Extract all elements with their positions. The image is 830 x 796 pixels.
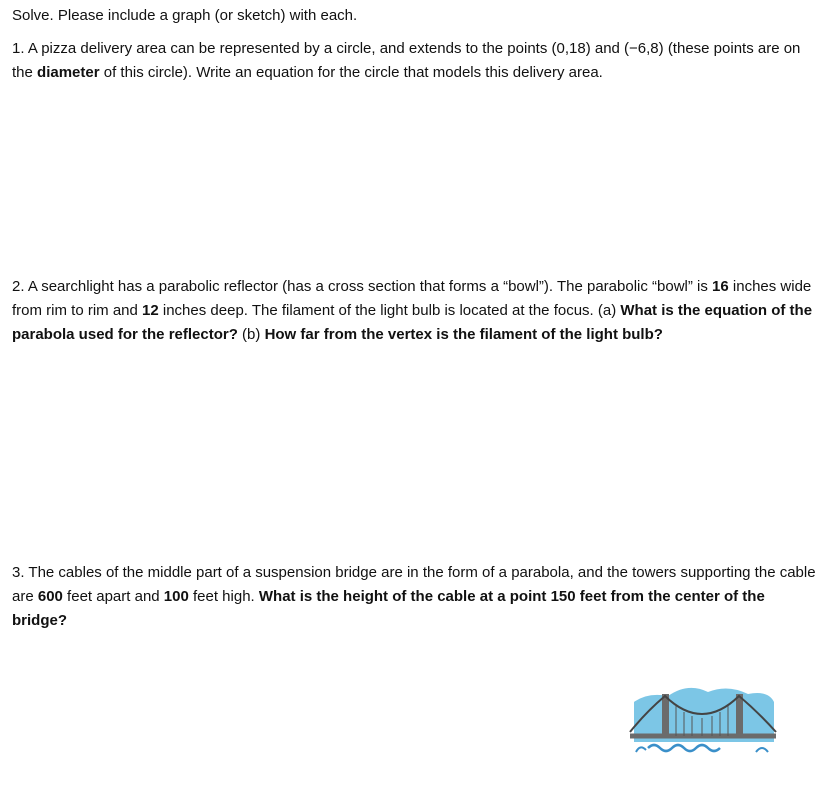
water-waves [648,745,720,751]
instructions: Solve. Please include a graph (or sketch) with each. [12,7,358,24]
problem-3-number: 3. [12,564,25,581]
problem-3: 3. The cables of the middle part of a suspension bridge are in the form of a parabola, and the towers supporting the cable are 600 feet apart and 100 feet high. What is the height of the cable at a point 150 feet from the center of the bridge? [12,564,816,629]
problem-1-number: 1. [12,40,25,57]
suspension-bridge-icon [628,672,778,758]
problem-1-diameter: diameter [37,64,100,81]
problem-3-question: What is the height of the cable at a point 150 feet from the center of the bridge? [12,588,765,629]
problem-2-number: 2. [12,278,25,295]
bridge-tower-left [662,694,669,738]
problem-2: 2. A searchlight has a parabolic reflector (has a cross section that forms a “bowl”). The parabolic “bowl” is 16 inches wide from rim to rim and 12 inches deep. The filament of the light bulb is located at the focus. (a) What is the equation of the parabola used for the reflector? (b) How far from the vertex is the filament of the light bulb? [12,278,813,343]
problem-2-question-a: What is the equation of the parabola used for the reflector? [12,302,813,343]
problem-2-question-b: How far from the vertex is the filament of the light bulb? [264,326,663,343]
water-swirl-right [756,748,768,752]
problem-1: 1. A pizza delivery area can be represented by a circle, and extends to the points (0,18) and (−6,8) (these points are on the diameter of this circle). Write an equation for the circle that models this delivery area. [12,40,801,81]
bridge-tower-right [736,694,743,738]
water-swirl-left [636,747,646,752]
